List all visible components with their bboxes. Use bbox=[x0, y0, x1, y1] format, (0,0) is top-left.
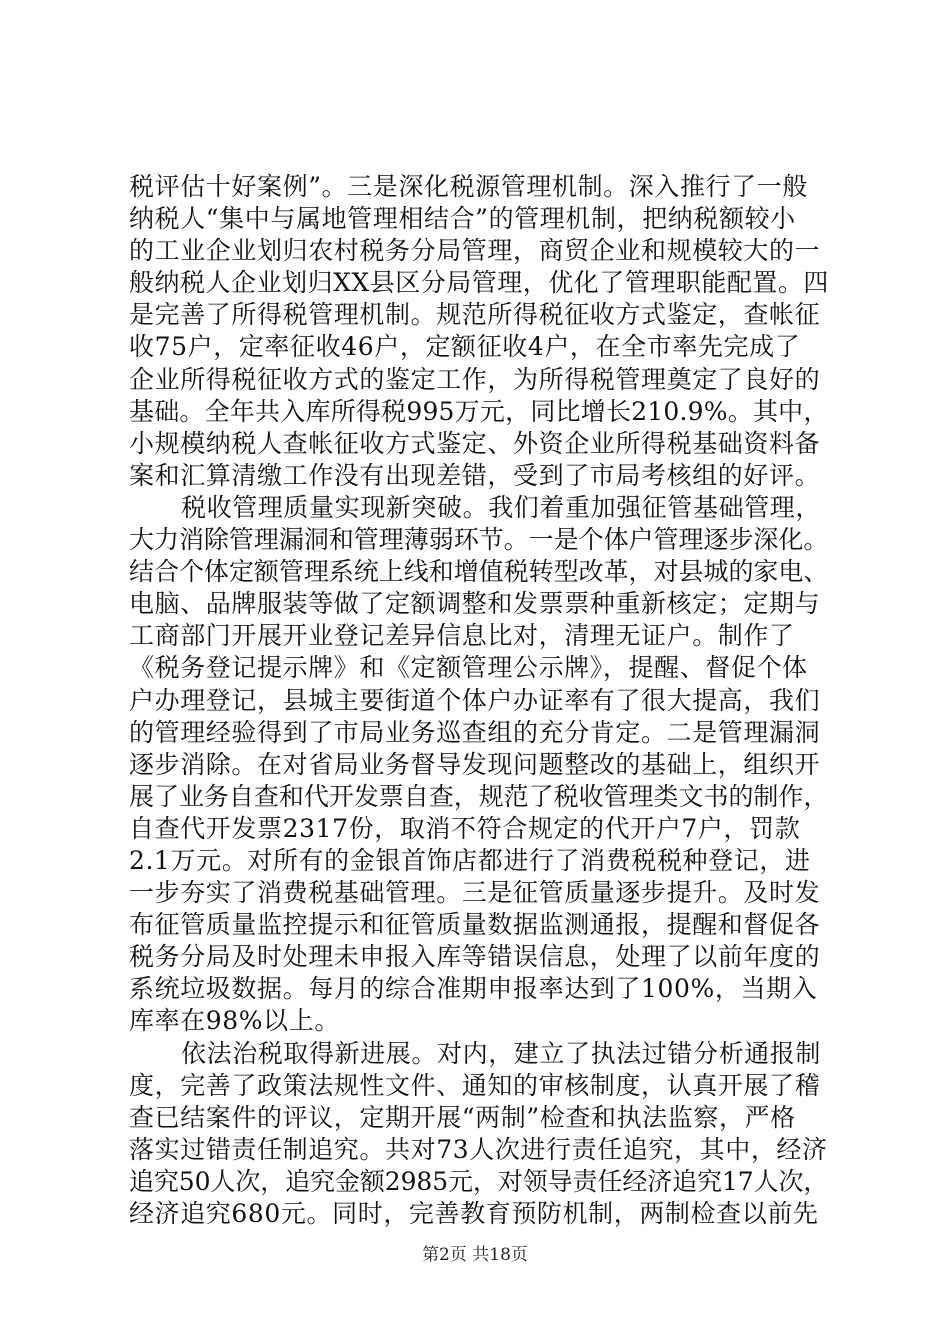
text-line: 是完善了所得税管理机制。规范所得税征收方式鉴定，查帐征 bbox=[129, 300, 821, 330]
paragraph bbox=[129, 171, 829, 492]
text-line: 般纳税人企业划归XX县区分局管理，优化了管理职能配置。四 bbox=[129, 268, 829, 298]
text-line: 的管理经验得到了市局业务巡查组的充分肯定。二是管理漏洞 bbox=[129, 717, 821, 747]
text-line: 大力消除管理漏洞和管理薄弱环节。一是个体户管理逐步深化。 bbox=[129, 525, 829, 555]
text-line: 系统垃圾数据。每月的综合准期申报率达到了100%，当期入 bbox=[129, 974, 818, 1004]
text-line: 纳税人“集中与属地管理相结合”的管理机制，把纳税额较小 bbox=[129, 204, 796, 234]
paragraph bbox=[129, 1038, 829, 1231]
page-footer: 第2页 共18页 bbox=[422, 1245, 528, 1265]
text-line: 案和汇算清缴工作没有出现差错，受到了市局考核组的好评。 bbox=[129, 460, 821, 490]
text-line: 一步夯实了消费税基础管理。三是征管质量逐步提升。及时发 bbox=[129, 878, 821, 908]
text-line: 度，完善了政策法规性文件、通知的审核制度，认真开展了稽 bbox=[129, 1070, 821, 1100]
text-line: 的工业企业划归农村税务分局管理，商贸企业和规模较大的一 bbox=[129, 236, 821, 266]
text-line: 自查代开发票2317份，取消不符合规定的代开户7户，罚款 bbox=[129, 813, 801, 843]
text-line: 经济追究680元。同时，完善教育预防机制，两制检查以前先 bbox=[129, 1199, 819, 1228]
text-line: 企业所得税征收方式的鉴定工作，为所得税管理奠定了良好的 bbox=[129, 364, 821, 394]
text-line: 追究50人次，追究金额2985元，对领导责任经济追究17人次， bbox=[129, 1166, 829, 1196]
text-line: 逐步消除。在对省局业务督导发现问题整改的基础上，组织开 bbox=[129, 749, 821, 779]
text-line: 收75户，定率征收46户，定额征收4户，在全市率先完成了 bbox=[129, 332, 801, 362]
text-line: 基础。全年共入库所得税995万元，同比增长210.9%。其中， bbox=[129, 396, 829, 426]
document-body bbox=[129, 171, 829, 1230]
text-line: 布征管质量监控提示和征管质量数据监测通报，提醒和督促各 bbox=[129, 910, 821, 940]
text-line: 税收管理质量实现新突破。我们着重加强征管基础管理， bbox=[181, 492, 822, 522]
text-line: 依法治税取得新进展。对内，建立了执法过错分析通报制 bbox=[181, 1038, 822, 1068]
text-line: 落实过错责任制追究。共对73人次进行责任追究，其中，经济 bbox=[129, 1134, 828, 1164]
text-line: 查已结案件的评议，定期开展“两制”检查和执法监察，严格 bbox=[129, 1102, 796, 1132]
paragraph bbox=[129, 492, 829, 1038]
text-line: 电脑、品牌服装等做了定额调整和发票票种重新核定；定期与 bbox=[129, 589, 821, 619]
text-line: 工商部门开展开业登记差异信息比对，清理无证户。制作了 bbox=[129, 621, 795, 651]
text-line: 库率在98%以上。 bbox=[129, 1006, 340, 1036]
text-line: 小规模纳税人查帐征收方式鉴定、外资企业所得税基础资料备 bbox=[129, 428, 821, 458]
text-line: 税评估十好案例”。三是深化税源管理机制。深入推行了一般 bbox=[129, 172, 808, 201]
text-line: 《税务登记提示牌》和《定额管理公示牌》，提醒、督促个体 bbox=[129, 653, 808, 683]
text-line: 税务分局及时处理未申报入库等错误信息，处理了以前年度的 bbox=[129, 942, 821, 972]
text-line: 展了业务自查和代开发票自查，规范了税收管理类文书的制作， bbox=[129, 781, 829, 811]
text-line: 户办理登记，县城主要街道个体户办证率有了很大提高，我们 bbox=[129, 685, 821, 715]
text-line: 2.1万元。对所有的金银首饰店都进行了消费税税种登记，进 bbox=[129, 845, 811, 875]
text-line: 结合个体定额管理系统上线和增值税转型改革，对县城的家电、 bbox=[129, 557, 829, 587]
